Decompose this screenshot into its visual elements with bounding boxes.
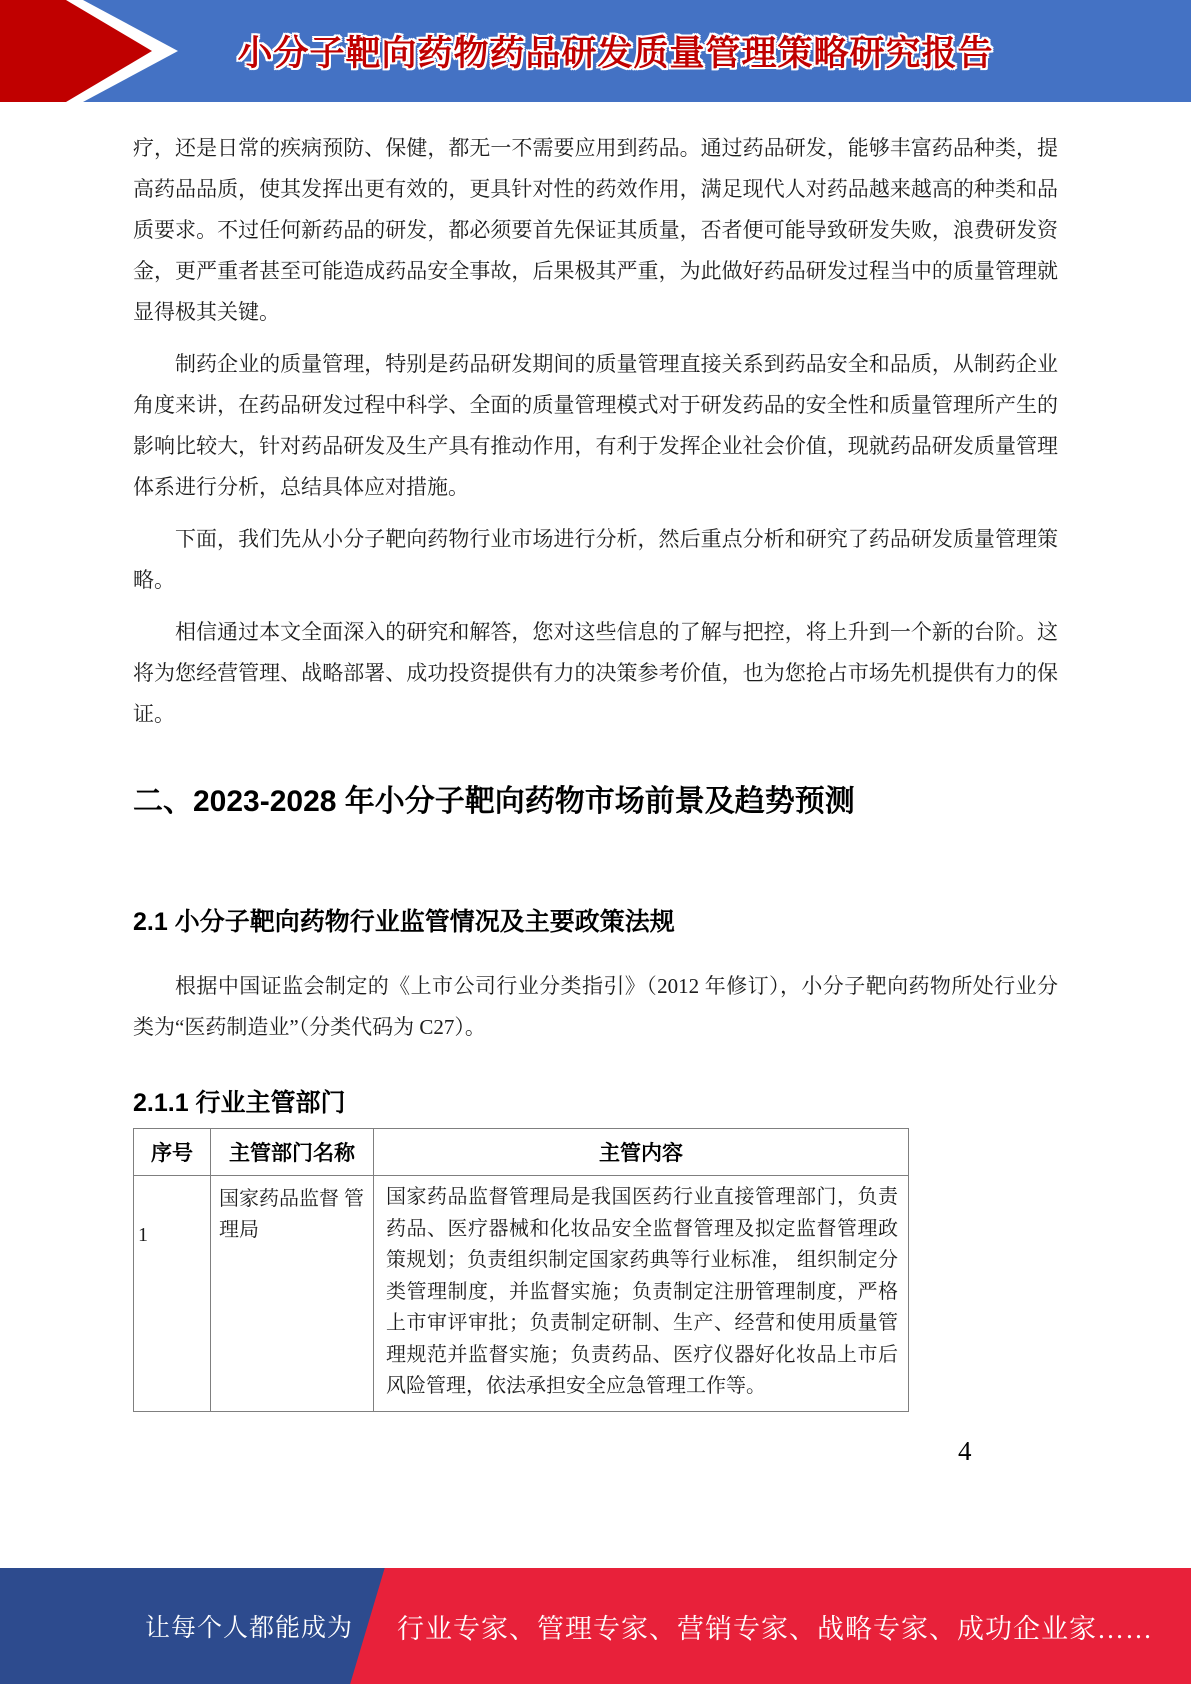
footer-slogan-right: 行业专家、管理专家、营销专家、战略专家、成功企业家…… — [397, 1613, 1153, 1644]
table-header-row — [134, 1129, 909, 1176]
footer-band — [0, 1568, 1191, 1684]
paragraph: 相信通过本文全面深入的研究和解答，您对这些信息的了解与把控，将上升到一个新的台阶。这将为您经营管理、战略部署、成功投资提供有力的决策参考价值，也为您抢占市场先机提供有力的保证。 — [133, 620, 1058, 726]
table-cell-no: 1 — [134, 1176, 211, 1412]
section-heading-chapter2: 二、2023-2028 年小分子靶向药物市场前景及趋势预测 — [133, 785, 855, 818]
table-header-name: 主管部门名称 — [211, 1129, 374, 1176]
table-cell-name: 国家药品监督 管理局 — [211, 1176, 374, 1412]
header-banner — [0, 0, 1191, 102]
regulator-table — [133, 1128, 909, 1412]
paragraph: 疗，还是日常的疾病预防、保健，都无一不需要应用到药品。通过药品研发，能够丰富药品种类，提高药品品质，使其发挥出更有效的，更具针对性的药效作用，满足现代人对药品越来越高的种类和品质要求。不过任何新药品的研发，都必须要首先保证其质量，否者便可能导致研发失败，浪费研发资金，更严重者甚至可能造成药品安全事故，后果极其严重，为此做好药品研发过程当中的质量管理就显得极其关键。 — [133, 136, 1058, 324]
table-header-content: 主管内容 — [374, 1129, 909, 1176]
paragraph: 根据中国证监会制定的《上市公司行业分类指引》（2012 年修订），小分子靶向药物所处行业分类为“医药制造业”（分类代码为 C27）。 — [133, 974, 1058, 1039]
table-header-no: 序号 — [134, 1129, 211, 1176]
page-title: 小分子靶向药物药品研发质量管理策略研究报告 — [237, 34, 994, 73]
section-heading-2-1-1: 2.1.1 行业主管部门 — [133, 1089, 346, 1117]
body-content — [0, 102, 1191, 1412]
section-heading-2-1: 2.1 小分子靶向药物行业监管情况及主要政策法规 — [133, 908, 675, 936]
page-number: 4 — [958, 1436, 972, 1466]
paragraph: 制药企业的质量管理，特别是药品研发期间的质量管理直接关系到药品安全和品质，从制药企业角度来讲，在药品研发过程中科学、全面的质量管理模式对于研发药品的安全性和质量管理所产生的影响比较大，针对药品研发及生产具有推动作用，有利于发挥企业社会价值，现就药品研发质量管理体系进行分析，总结具体应对措施。 — [133, 352, 1058, 499]
footer-slogan-left: 让每个人都能成为 — [145, 1615, 354, 1642]
table-cell-content: 国家药品监督管理局是我国医药行业直接管理部门，负责药品、医疗器械和化妆品安全监督管理及拟定监督管理政策规划；负责组织制定国家药典等行业标准， 组织制定分类管理制度，并监督实施；负责制定注册管理制度，严格上市审评审批；负责制定研制、生产、经营和使用质量管理规范并监督实施；负责药品、医疗仪器好化妆品上市后风险管理，依法承担安全应急管理工作等。 — [374, 1176, 909, 1412]
paragraph: 下面，我们先从小分子靶向药物行业市场进行分析，然后重点分析和研究了药品研发质量管理策略。 — [133, 527, 1058, 592]
table-row — [134, 1176, 909, 1412]
